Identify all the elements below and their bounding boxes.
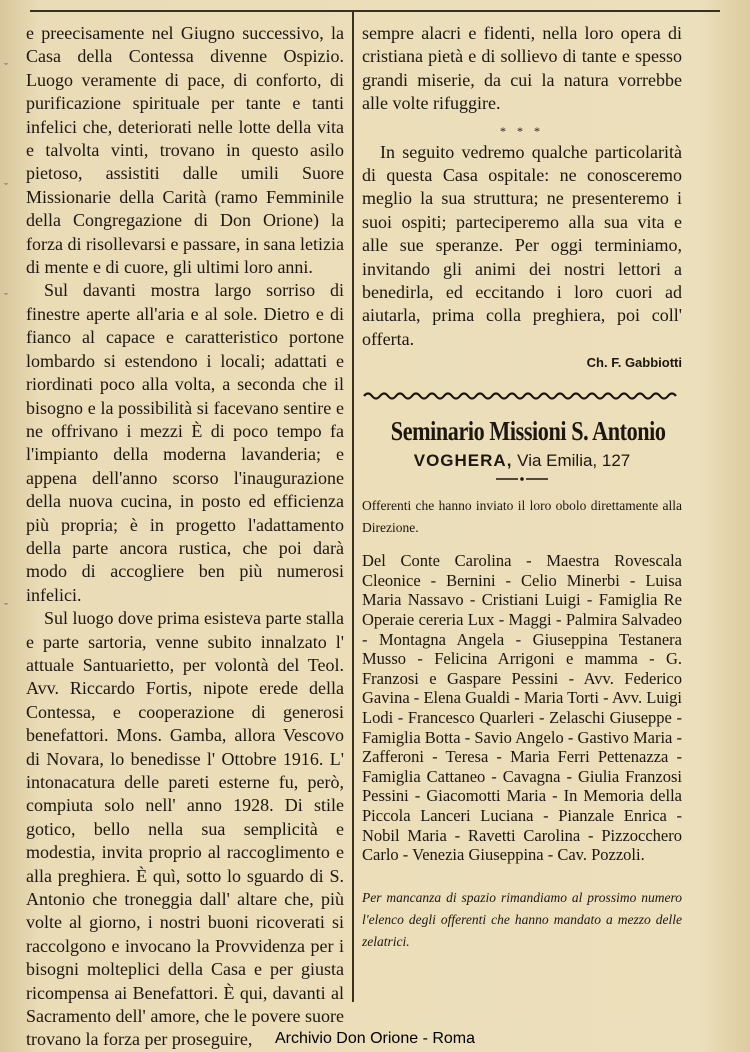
margin-mark: ˘ bbox=[4, 60, 8, 74]
right-column bbox=[362, 22, 682, 953]
article-continuation: sempre alacri e fidenti, nella loro opera di cristiana pietà e di sollievo di tante e spesso grandi miserie, da cui la natura vorrebbe alle volte rifuggire. bbox=[362, 23, 682, 114]
seminary-street: Via Emilia, 127 bbox=[517, 451, 631, 471]
margin-mark: ˘ bbox=[4, 290, 8, 304]
article-paragraph: Sul davanti mostra largo sorriso di finestre aperte all'aria e al sole. Dietro e di fianco al capace e caratteristico portone lombardo si estendono i locali; adattati e riordinati poco alla volta, a seconda che il bisogno e la possibilità si facevano sentire e ne offrivano i mezzi È di poco tempo fa l'impianto della moderna lavanderia; e appena dell'anno scorso l'inaugurazione della nuova cucina, in posto ed efficienza più propria; è in progetto l'adattamento della parte ancora rustica, che poi darà modo di accogliere ben più numerosi infelici. bbox=[26, 280, 344, 605]
top-rule bbox=[30, 10, 720, 12]
left-column bbox=[26, 22, 344, 1052]
margin-mark: ˘ bbox=[4, 180, 8, 194]
donors-intro: Offerenti che hanno inviato il loro obolo direttamente alla Direzione. bbox=[362, 498, 682, 536]
donors-list: Del Conte Carolina - Maestra Rovescala Cleonice - Bernini - Celio Minerbi - Luisa Maria Nassavo - Cristiani Luigi - Famiglia Re Operaie cereria Lux - Maggi - Palmira Salvadeo - Montagna Angela - Giuseppina Testanera Musso - Felicina Arrigoni e mamma - G. Franzosi e Gaspare Pessini - Avv. Federico Gavina - Elena Gualdi - Maria Torti - Avv. Luigi Lodi - Francesco Quarleri - Zelaschi Giuseppe - Famiglia Botta - Savio Angelo - Gastivo Maria - Zafferoni - Teresa - Maria Ferri Pettenazza - Famiglia Cattaneo - Cavagna - Giulia Franzosi Pessini - Giacomotti Maria - In Memoria della Piccola Lanceri Luciana - Pianzale Enrica - Nobil Maria - Ravetti Carolina - Pizzocchero Carlo - Venezia Giuseppina - Cav. Pozzoli. bbox=[362, 551, 682, 865]
postponement-note: Per mancanza di spazio rimandiamo al prossimo numero l'elenco degli offerenti che hanno mandato a mezzo delle zelatrici. bbox=[362, 889, 682, 949]
article-paragraph: e preecisamente nel Giugno successivo, la Casa della Contessa divenne Ospizio. Luogo veramente di pace, di conforto, di purificazione spirituale per tante e tanti infelici che, deteriorati nelle lotte della vita e talvolta vinti, trovano in questo asilo pietoso, assistiti dalle umili Suore Missionarie della Carità (ramo Femminile della Congregazione di Don Orione) la forza di risollevarsi e passare, in sana letizia di mente e di cuore, gli ultimi loro anni. bbox=[26, 23, 344, 278]
section-separator: * * * bbox=[500, 123, 544, 138]
margin-mark: ˘ bbox=[4, 600, 8, 614]
seminary-city: VOGHERA, bbox=[413, 451, 513, 471]
seminary-title: Seminario Missioni S. Antonio bbox=[390, 416, 666, 447]
seminary-address bbox=[362, 451, 682, 471]
author-signature: Ch. F. Gabbiotti bbox=[586, 355, 682, 371]
small-ornament-divider bbox=[492, 475, 552, 483]
column-divider bbox=[352, 12, 354, 1002]
article-paragraph: Sul luogo dove prima esisteva parte stalla e parte sartoria, venne subito innalzato l' attuale Santuarietto, per volontà del Teol. Avv. Riccardo Fortis, nipote erede della Contessa, e cooperazione di generosi benefattori. Mons. Gamba, allora Vescovo di Novara, lo benedisse l' Ottobre 1916. L' intonacatura delle pareti esterne fu, però, compiuta solo nell' anno 1928. Di stile gotico, bello nella sua semplicità e modestia, invita proprio al raccoglimento e alla preghiera. È quì, sotto lo sguardo di S. Antonio che troneggia dall' altare che, più volte al giorno, i nostri buoni ricoverati si raccolgono e invocano la Provvidenza per i bisogni molteplici della Casa e per giusta ricompensa ai Benefattori. È qui, davanti al Sacramento dell' amore, che le povere suore trovano la forza per proseguire, bbox=[26, 608, 344, 1050]
article-closing: In seguito vedremo qualche particolarità di questa Casa ospitale: ne conosceremo meglio la sua struttura; ne presenteremo i suoi ospiti; parteciperemo alla sua vita e alle sue speranze. Per oggi terminiamo, invitando gli animi dei nostri lettori a benedirla, ed eccitando i loro cuori ad aiutarla, prima colla preghiera, poi coll' offerta. bbox=[362, 141, 682, 349]
archive-footer: Archivio Don Orione - Roma bbox=[274, 1030, 476, 1047]
decorative-wave-divider bbox=[362, 390, 682, 402]
